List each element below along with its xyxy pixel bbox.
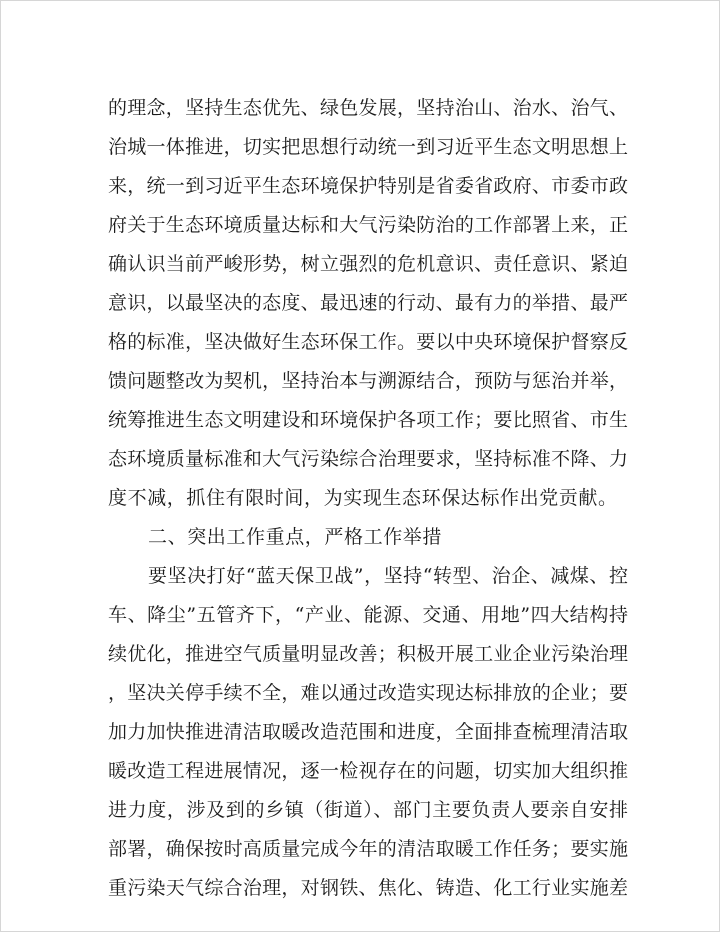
section-heading: 二、突出工作重点，严格工作举措 (148, 526, 443, 548)
text-line: 重污染天气综合治理，对钢铁、焦化、铸造、化工行业实施差 (108, 877, 628, 899)
text-line: 统筹推进生态文明建设和环境保护各项工作；要比照省、市生 (108, 409, 628, 431)
paragraph-first-line: 要坚决打好“蓝天保卫战”，坚持“转型、治企、减煤、控 (148, 565, 628, 587)
text-line: 格的标准，坚决做好生态环保工作。要以中央环境保护督察反 (108, 331, 628, 353)
text-line: 暖改造工程进展情况，逐一检视存在的问题，切实加大组织推 (108, 760, 628, 782)
text-line: 馈问题整改为契机，坚持治本与溯源结合，预防与惩治并举， (108, 370, 628, 392)
text-line: 的理念，坚持生态优先、绿色发展，坚持治山、治水、治气、 (108, 97, 628, 119)
text-line: 车、降尘”五管齐下，“产业、能源、交通、用地”四大结构持 (108, 604, 628, 626)
text-line: 续优化，推进空气质量明显改善；积极开展工业企业污染治理 (108, 643, 628, 665)
text-line: 治城一体推进，切实把思想行动统一到习近平生态文明思想上 (108, 136, 628, 158)
text-line: 意识，以最坚决的态度、最迅速的行动、最有力的举措、最严 (108, 292, 628, 314)
text-line: 确认识当前严峻形势，树立强烈的危机意识、责任意识、紧迫 (108, 253, 628, 275)
text-line: ，坚决关停手续不全，难以通过改造实现达标排放的企业；要 (108, 682, 628, 704)
text-line: 加力加快推进清洁取暖改造范围和进度，全面排查梳理清洁取 (108, 721, 628, 743)
paragraph-last-line: 度不减，抓住有限时间，为实现生态环保达标作出党贡献。 (108, 487, 618, 509)
text-line: 部署，确保按时高质量完成今年的清洁取暖工作任务；要实施 (108, 838, 628, 860)
text-line: 来，统一到习近平生态环境保护特别是省委省政府、市委市政 (108, 175, 628, 197)
body-text (108, 89, 628, 908)
text-line: 府关于生态环境质量达标和大气污染防治的工作部署上来，正 (108, 214, 628, 236)
text-line: 进力度，涉及到的乡镇（街道）、部门主要负责人要亲自安排 (108, 799, 628, 821)
text-line: 态环境质量标准和大气污染综合治理要求，坚持标准不降、力 (108, 448, 628, 470)
